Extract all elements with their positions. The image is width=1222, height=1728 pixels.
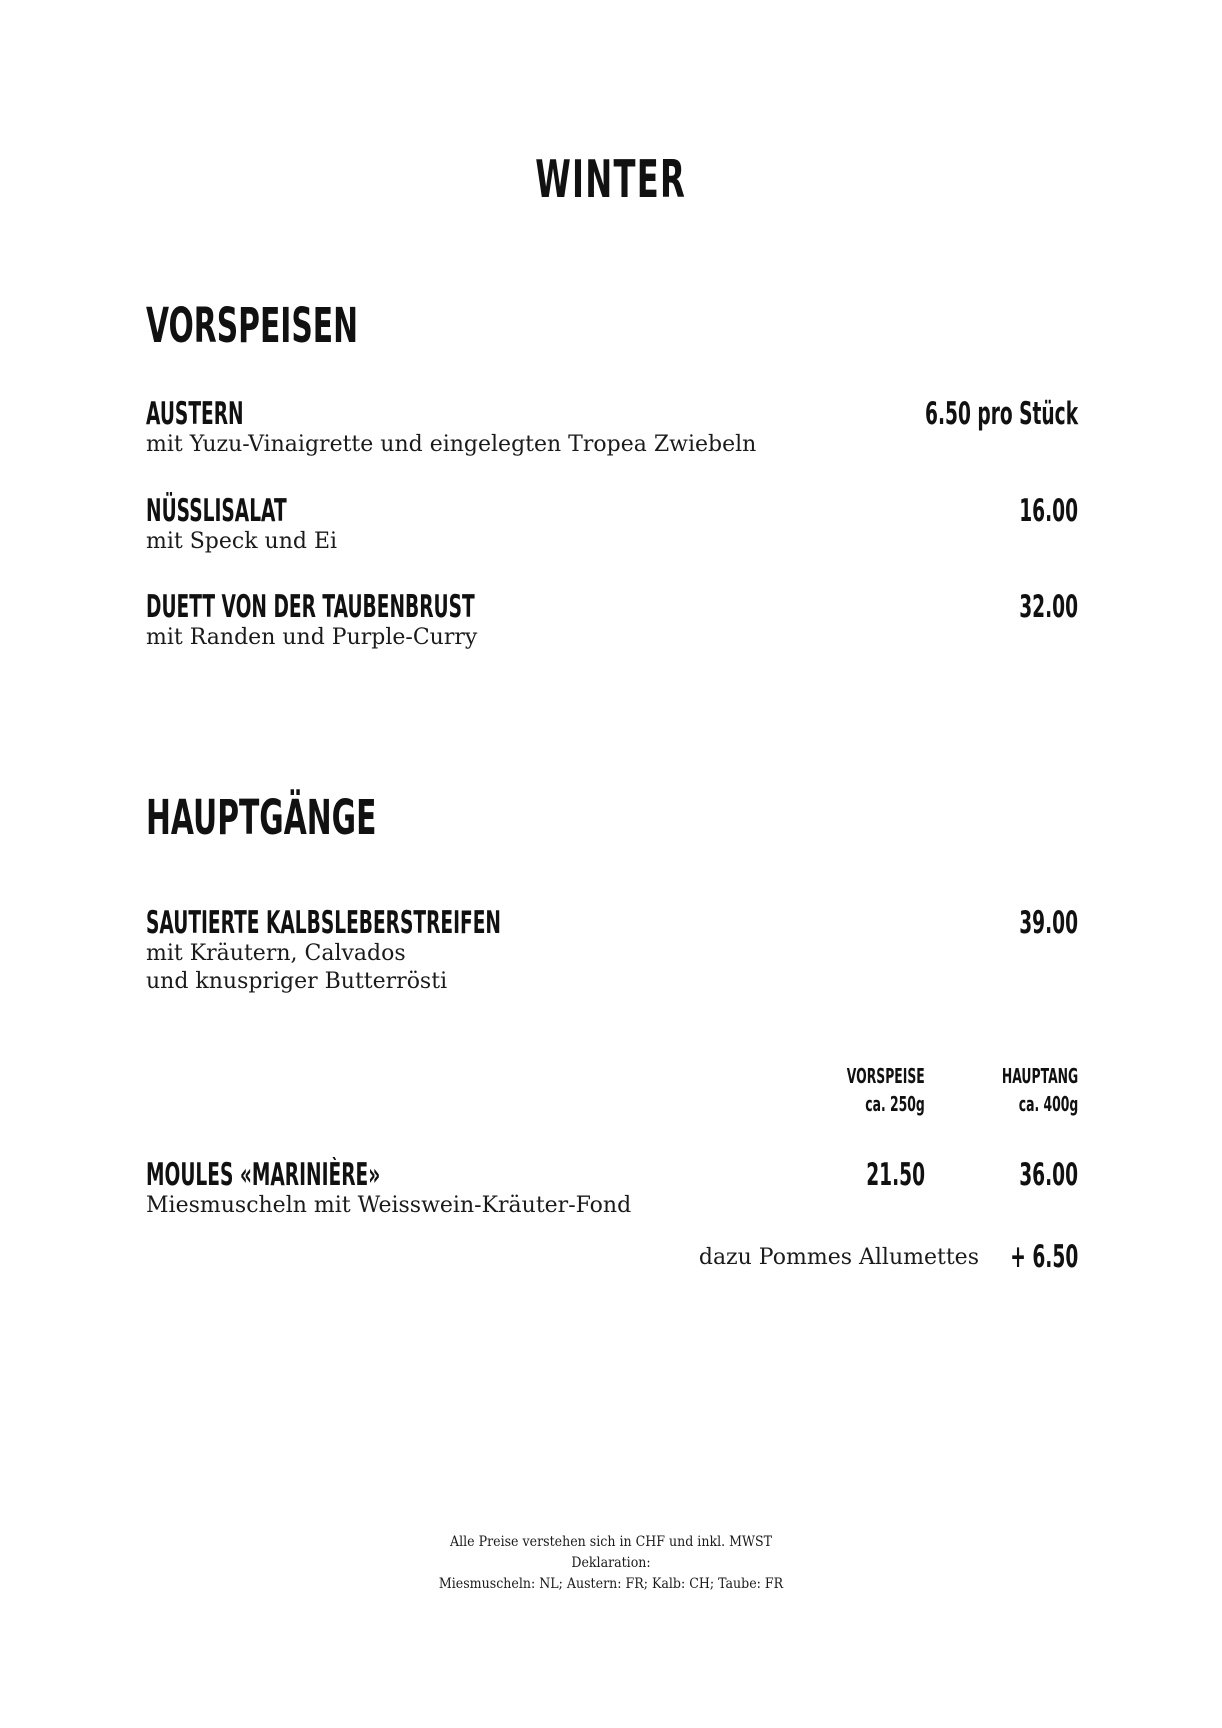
footer-line: Deklaration:	[571, 1555, 651, 1571]
menu-item-description: Miesmuscheln mit Weisswein-Kräuter-Fond	[146, 1193, 632, 1218]
menu-item-description: mit Speck und Ei	[146, 529, 338, 554]
menu-item-price	[980, 493, 1078, 529]
menu-item-name	[146, 396, 309, 432]
section-heading-hauptgaenge	[146, 790, 518, 846]
price-text: 16.00	[1019, 493, 1078, 529]
section-heading-text: VORSPEISEN	[146, 298, 359, 354]
menu-item-price	[823, 396, 1078, 432]
menu-item-name	[146, 589, 694, 625]
item-name-text: AUSTERN	[146, 396, 244, 432]
footer-line: Miesmuscheln: NL; Austern: FR; Kalb: CH; Taube: FR	[438, 1576, 784, 1592]
price-text: 21.50	[866, 1157, 925, 1193]
page-title	[0, 150, 1222, 210]
menu-item-description: mit Randen und Purple-Curry	[146, 625, 478, 650]
menu-item-description: mit Yuzu-Vinaigrette und eingelegten Tropea Zwiebeln	[146, 432, 757, 457]
extra-side-label: dazu Pommes Allumettes	[698, 1245, 979, 1270]
column-size: ca. 250g	[865, 1092, 925, 1116]
column-label: HAUPTANG	[1001, 1064, 1078, 1088]
price-text: 6.50 pro Stück	[924, 396, 1078, 432]
menu-item-price-starter	[827, 1157, 925, 1193]
price-text: + 6.50	[1010, 1239, 1078, 1275]
column-size: ca. 400g	[1018, 1092, 1078, 1116]
price-text: 39.00	[1019, 905, 1078, 941]
section-heading-vorspeisen	[146, 298, 488, 354]
column-label: VORSPEISE	[847, 1064, 925, 1088]
menu-item-name	[146, 1157, 536, 1193]
menu-item-name	[146, 905, 738, 941]
footer-line: Alle Preise verstehen sich in CHF und inkl. MWST	[449, 1534, 773, 1550]
menu-item-price-main	[980, 1157, 1078, 1193]
footer-notes	[0, 1532, 1222, 1595]
menu-item-description: mit Kräutern, Calvados	[146, 941, 406, 966]
item-name-text: NÜSSLISALAT	[146, 493, 287, 529]
item-name-text: MOULES «MARINIÈRE»	[146, 1157, 381, 1193]
menu-item-price	[980, 589, 1078, 625]
column-header-vorspeise	[799, 1062, 925, 1118]
item-name-text: SAUTIERTE KALBSLEBERSTREIFEN	[146, 905, 502, 941]
extra-side-price	[965, 1239, 1078, 1275]
price-text: 32.00	[1019, 589, 1078, 625]
item-name-text: DUETT VON DER TAUBENBRUST	[146, 589, 475, 625]
column-header-hauptang	[955, 1062, 1078, 1118]
menu-item-description: und knuspriger Butterrösti	[146, 969, 448, 994]
section-heading-text: HAUPTGÄNGE	[146, 790, 377, 846]
price-text: 36.00	[1019, 1157, 1078, 1193]
menu-item-name	[146, 493, 380, 529]
menu-item-price	[980, 905, 1078, 941]
page-title-text: WINTER	[535, 150, 687, 210]
